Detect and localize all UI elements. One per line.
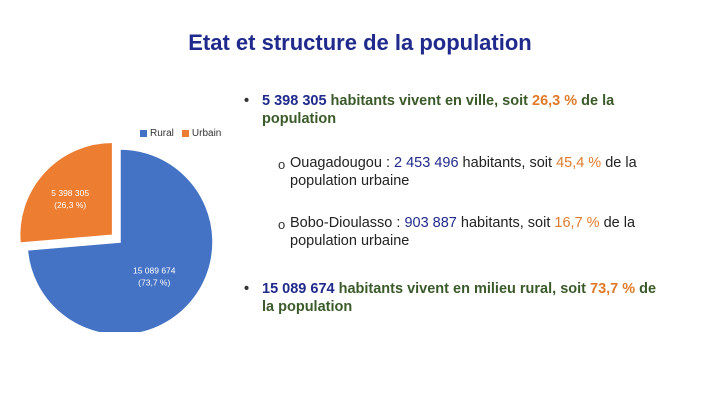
urban-count: 5 398 305 bbox=[262, 93, 327, 109]
chart-legend bbox=[140, 128, 221, 139]
rural-count: 15 089 674 bbox=[262, 281, 335, 297]
bobo-pct: 16,7 % bbox=[554, 215, 600, 231]
legend-label-urbain: Urbain bbox=[191, 128, 222, 139]
sub-bullet-marker: o bbox=[278, 217, 286, 232]
ouaga-pct: 45,4 % bbox=[556, 155, 602, 171]
urban-text: habitants vivent en ville, soit bbox=[326, 93, 532, 109]
sub-bullet-bobo bbox=[290, 214, 635, 250]
bobo-name: Bobo-Dioulasso : bbox=[290, 215, 405, 231]
rural-pct: 73,7 % bbox=[590, 281, 636, 297]
sub-bullet-ouagadougou bbox=[290, 154, 637, 190]
bobo-line2: population urbaine bbox=[290, 233, 410, 249]
ouaga-name: Ouagadougou : bbox=[290, 155, 395, 171]
legend-item-urbain bbox=[182, 128, 221, 139]
data-label-urbain-value: 5 398 305 bbox=[51, 188, 90, 199]
rural-text: habitants vivent en milieu rural, soit bbox=[334, 281, 590, 297]
bobo-count: 903 887 bbox=[404, 215, 457, 231]
bullet-marker: • bbox=[244, 93, 250, 109]
data-label-rural-value: 15 089 674 bbox=[132, 265, 176, 276]
ouaga-count: 2 453 496 bbox=[394, 155, 459, 171]
ouaga-line2: population urbaine bbox=[290, 173, 410, 189]
legend-item-rural bbox=[140, 128, 174, 139]
ouaga-text: habitants, soit bbox=[458, 155, 557, 171]
data-label-urbain-pct: (26,3 %) bbox=[54, 200, 87, 211]
sub-bullet-marker: o bbox=[278, 157, 286, 172]
urban-tail: de la bbox=[577, 93, 615, 109]
rural-line2: la population bbox=[262, 299, 353, 315]
legend-swatch-urbain bbox=[182, 130, 189, 137]
page-title: Etat et structure de la population bbox=[188, 30, 532, 55]
bullet-marker: • bbox=[244, 281, 250, 297]
bobo-tail: de la bbox=[599, 215, 636, 231]
rural-tail: de bbox=[635, 281, 657, 297]
pie-chart bbox=[10, 122, 240, 332]
bobo-text: habitants, soit bbox=[456, 215, 555, 231]
pie-svg bbox=[10, 122, 240, 332]
urban-pct: 26,3 % bbox=[532, 93, 578, 109]
bullet-rural bbox=[262, 280, 656, 316]
data-label-rural-pct: (73,7 %) bbox=[138, 277, 171, 288]
urban-line2: population bbox=[262, 111, 337, 127]
legend-label-rural: Rural bbox=[150, 128, 174, 139]
ouaga-tail: de la bbox=[601, 155, 637, 171]
bullet-urban bbox=[262, 92, 614, 128]
legend-swatch-rural bbox=[140, 130, 147, 137]
